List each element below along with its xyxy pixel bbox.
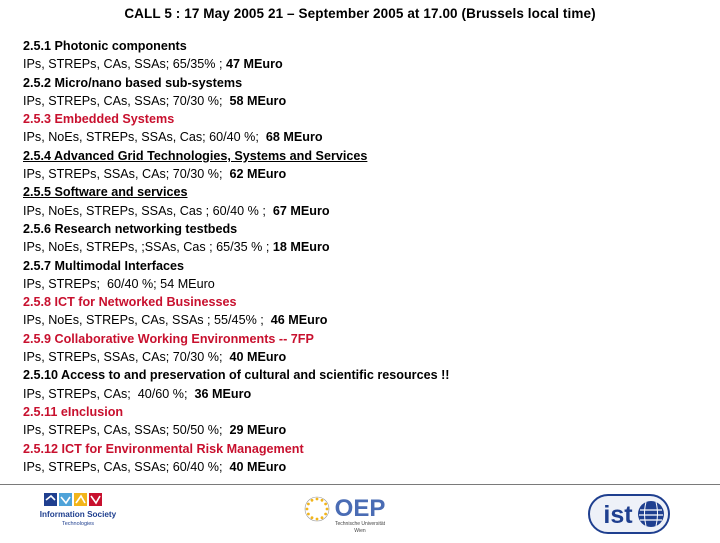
page-header <box>0 6 720 21</box>
topic-instruments: IPs, NoEs, STREPs, CAs, SSAs ; 55/45% ; <box>23 313 271 328</box>
topic-details <box>23 238 713 256</box>
topic-title: 2.5.2 Micro/nano based sub-systems <box>23 75 243 90</box>
topic-title: 2.5.11 eInclusion <box>23 404 124 419</box>
topic-budget: 47 MEuro <box>225 57 283 72</box>
topic-budget: 46 MEuro <box>270 313 328 328</box>
topic-instruments: IPs, STREPs, CAs; 40/60 %; <box>23 386 195 401</box>
topic-budget: 40 MEuro <box>229 350 287 365</box>
topic-title: 2.5.5 Software and services <box>23 185 188 200</box>
topic-title: 2.5.10 Access to and preservation of cultural and scientific resources !! <box>23 368 450 383</box>
ist-logo <box>588 493 670 535</box>
topic-budget: 29 MEuro <box>229 423 287 438</box>
topic-details <box>23 311 713 329</box>
oep-logo-subtext-line1: Technische Universität <box>334 521 386 527</box>
topic-details <box>23 275 713 293</box>
topic-budget: 58 MEuro <box>229 93 287 108</box>
topic-details <box>23 202 713 220</box>
oep-logo-subtext-line2: Wien <box>354 528 366 534</box>
topic-details <box>23 458 713 476</box>
topic-details <box>23 55 713 73</box>
oep-logo-text: OEP <box>334 495 386 522</box>
topic-title: 2.5.1 Photonic components <box>23 39 187 53</box>
topic-instruments: IPs, STREPs, SSAs, CAs; 70/30 %; <box>23 167 230 182</box>
topic-title: 2.5.7 Multimodal Interfaces <box>23 258 184 273</box>
topic-details <box>23 92 713 110</box>
topic-instruments: IPs, STREPs, SSAs, CAs; 70/30 %; <box>23 350 230 365</box>
topic-title: 2.5.12 ICT for Environmental Risk Management <box>23 441 304 456</box>
oep-logo <box>298 490 398 538</box>
topic-instruments: IPs, NoEs, STREPs, SSAs, Cas ; 60/40 % ; <box>23 203 273 218</box>
topic-details <box>23 165 713 183</box>
topic-title: 2.5.4 Advanced Grid Technologies, Systems and Services <box>23 148 368 163</box>
ist-globe-icon <box>638 501 664 527</box>
topic-details <box>23 128 713 146</box>
topic-instruments: IPs, NoEs, STREPs, SSAs, Cas; 60/40 %; <box>23 130 266 145</box>
topic-budget: 18 MEuro <box>272 240 330 255</box>
topic-instruments: IPs, STREPs, CAs, SSAs; 60/40 %; <box>23 459 230 474</box>
is-logo-line1: Information Society <box>39 510 117 519</box>
topic-budget: 36 MEuro <box>194 386 252 401</box>
topic-details <box>23 421 713 439</box>
topic-title: 2.5.9 Collaborative Working Environments -- 7FP <box>23 331 314 346</box>
footer-divider <box>0 484 720 485</box>
topic-details <box>23 385 713 403</box>
topic-title: 2.5.6 Research networking testbeds <box>23 221 238 236</box>
eu-stars-icon <box>305 497 329 521</box>
topic-instruments: IPs, STREPs, CAs, SSAs; 50/50 %; <box>23 423 230 438</box>
is-logo-line2: Technologies <box>61 521 95 527</box>
topic-instruments: IPs, STREPs; 60/40 %; 54 MEuro <box>23 276 215 291</box>
call-title: CALL 5 : 17 May 2005 21 – September 2005 at 17.00 (Brussels local time) <box>124 6 596 21</box>
topic-budget: 68 MEuro <box>265 130 323 145</box>
information-society-logo <box>36 492 126 536</box>
ist-logo-text: ist <box>603 501 633 529</box>
topic-title: 2.5.3 Embedded Systems <box>23 112 175 127</box>
topic-details <box>23 348 713 366</box>
topic-instruments: IPs, NoEs, STREPs, ;SSAs, Cas ; 65/35 % ; <box>23 240 273 255</box>
topic-instruments: IPs, STREPs, CAs, SSAs; 65/35% ; <box>23 57 226 72</box>
topic-budget: 40 MEuro <box>229 459 287 474</box>
topic-title: 2.5.8 ICT for Networked Businesses <box>23 295 237 310</box>
topic-instruments: IPs, STREPs, CAs, SSAs; 70/30 %; <box>23 93 230 108</box>
topic-list <box>23 37 713 476</box>
is-emblem-icon <box>44 493 102 506</box>
topic-budget: 67 MEuro <box>272 203 330 218</box>
topic-budget: 62 MEuro <box>229 167 287 182</box>
